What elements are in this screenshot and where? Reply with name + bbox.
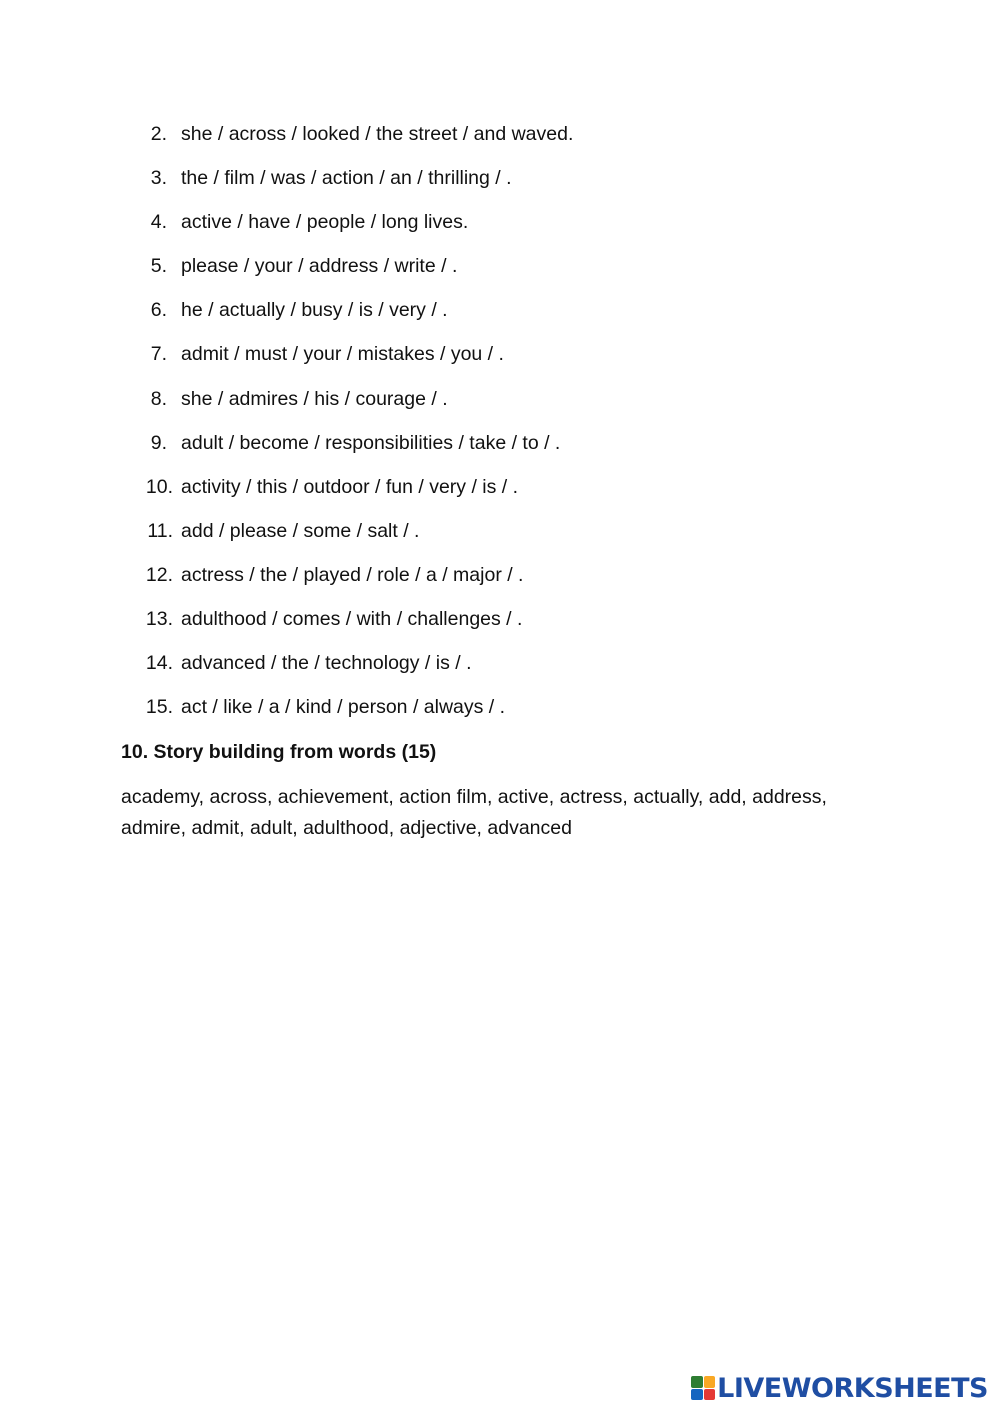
- item-number: 9.: [150, 431, 167, 454]
- item-text: active / have / people / long lives.: [181, 211, 469, 234]
- item-text: activity / this / outdoor / fun / very / is / .: [181, 475, 519, 498]
- item-text: act / like / a / kind / person / always / .: [181, 696, 506, 719]
- list-item: [121, 208, 881, 252]
- list-item: [121, 120, 881, 164]
- logo-square-green: [691, 1376, 703, 1388]
- item-text: add / please / some / salt / .: [181, 519, 420, 542]
- item-number: 3.: [150, 167, 167, 190]
- list-item: [121, 649, 881, 693]
- logo-text: LIVEWORKSHEETS: [717, 1372, 988, 1404]
- logo-square-blue: [691, 1389, 703, 1401]
- item-number: 6.: [150, 299, 167, 322]
- item-number: 5.: [150, 255, 167, 278]
- list-item: [121, 340, 881, 384]
- list-item: [121, 605, 881, 649]
- list-item: [121, 473, 881, 517]
- logo-square-red: [704, 1389, 716, 1401]
- logo-mark-icon: [691, 1376, 715, 1400]
- section-heading: 10. Story building from words (15): [121, 741, 437, 763]
- item-number: 12.: [145, 563, 173, 586]
- list-item: [121, 693, 881, 737]
- item-number: 13.: [145, 608, 173, 631]
- item-number: 8.: [150, 387, 167, 410]
- item-text: actress / the / played / role / a / major / .: [181, 563, 524, 586]
- item-text: he / actually / busy / is / very / .: [181, 299, 448, 322]
- item-text: adulthood / comes / with / challenges / .: [181, 608, 523, 631]
- item-number: 4.: [150, 211, 167, 234]
- item-text: adult / become / responsibilities / take / to / .: [181, 431, 561, 454]
- list-item: [121, 517, 881, 561]
- item-text: she / admires / his / courage / .: [181, 387, 448, 410]
- liveworksheets-logo: [691, 1372, 988, 1404]
- item-text: advanced / the / technology / is / .: [181, 652, 472, 675]
- item-number: 10.: [145, 475, 173, 498]
- list-item: [121, 164, 881, 208]
- item-number: 11.: [147, 519, 173, 542]
- list-item: [121, 252, 881, 296]
- item-text: the / film / was / action / an / thrilling / .: [181, 167, 512, 190]
- list-item: [121, 296, 881, 340]
- item-number: 14.: [145, 652, 173, 675]
- item-text: please / your / address / write / .: [181, 255, 458, 278]
- item-number: 2.: [150, 123, 167, 145]
- logo-square-yellow: [704, 1376, 716, 1388]
- list-item: [121, 561, 881, 605]
- list-item: [121, 429, 881, 473]
- item-text: she / across / looked / the street / and waved.: [181, 123, 574, 145]
- item-number: 7.: [150, 343, 167, 366]
- list-item: [121, 385, 881, 429]
- exercise-list: [121, 120, 881, 737]
- item-number: 15.: [145, 696, 173, 719]
- word-bank: academy, across, achievement, action film, active, actress, actually, add, address, admire, admit, adult, adulthood, adjective, advanced: [121, 786, 827, 839]
- item-text: admit / must / your / mistakes / you / .: [181, 343, 504, 366]
